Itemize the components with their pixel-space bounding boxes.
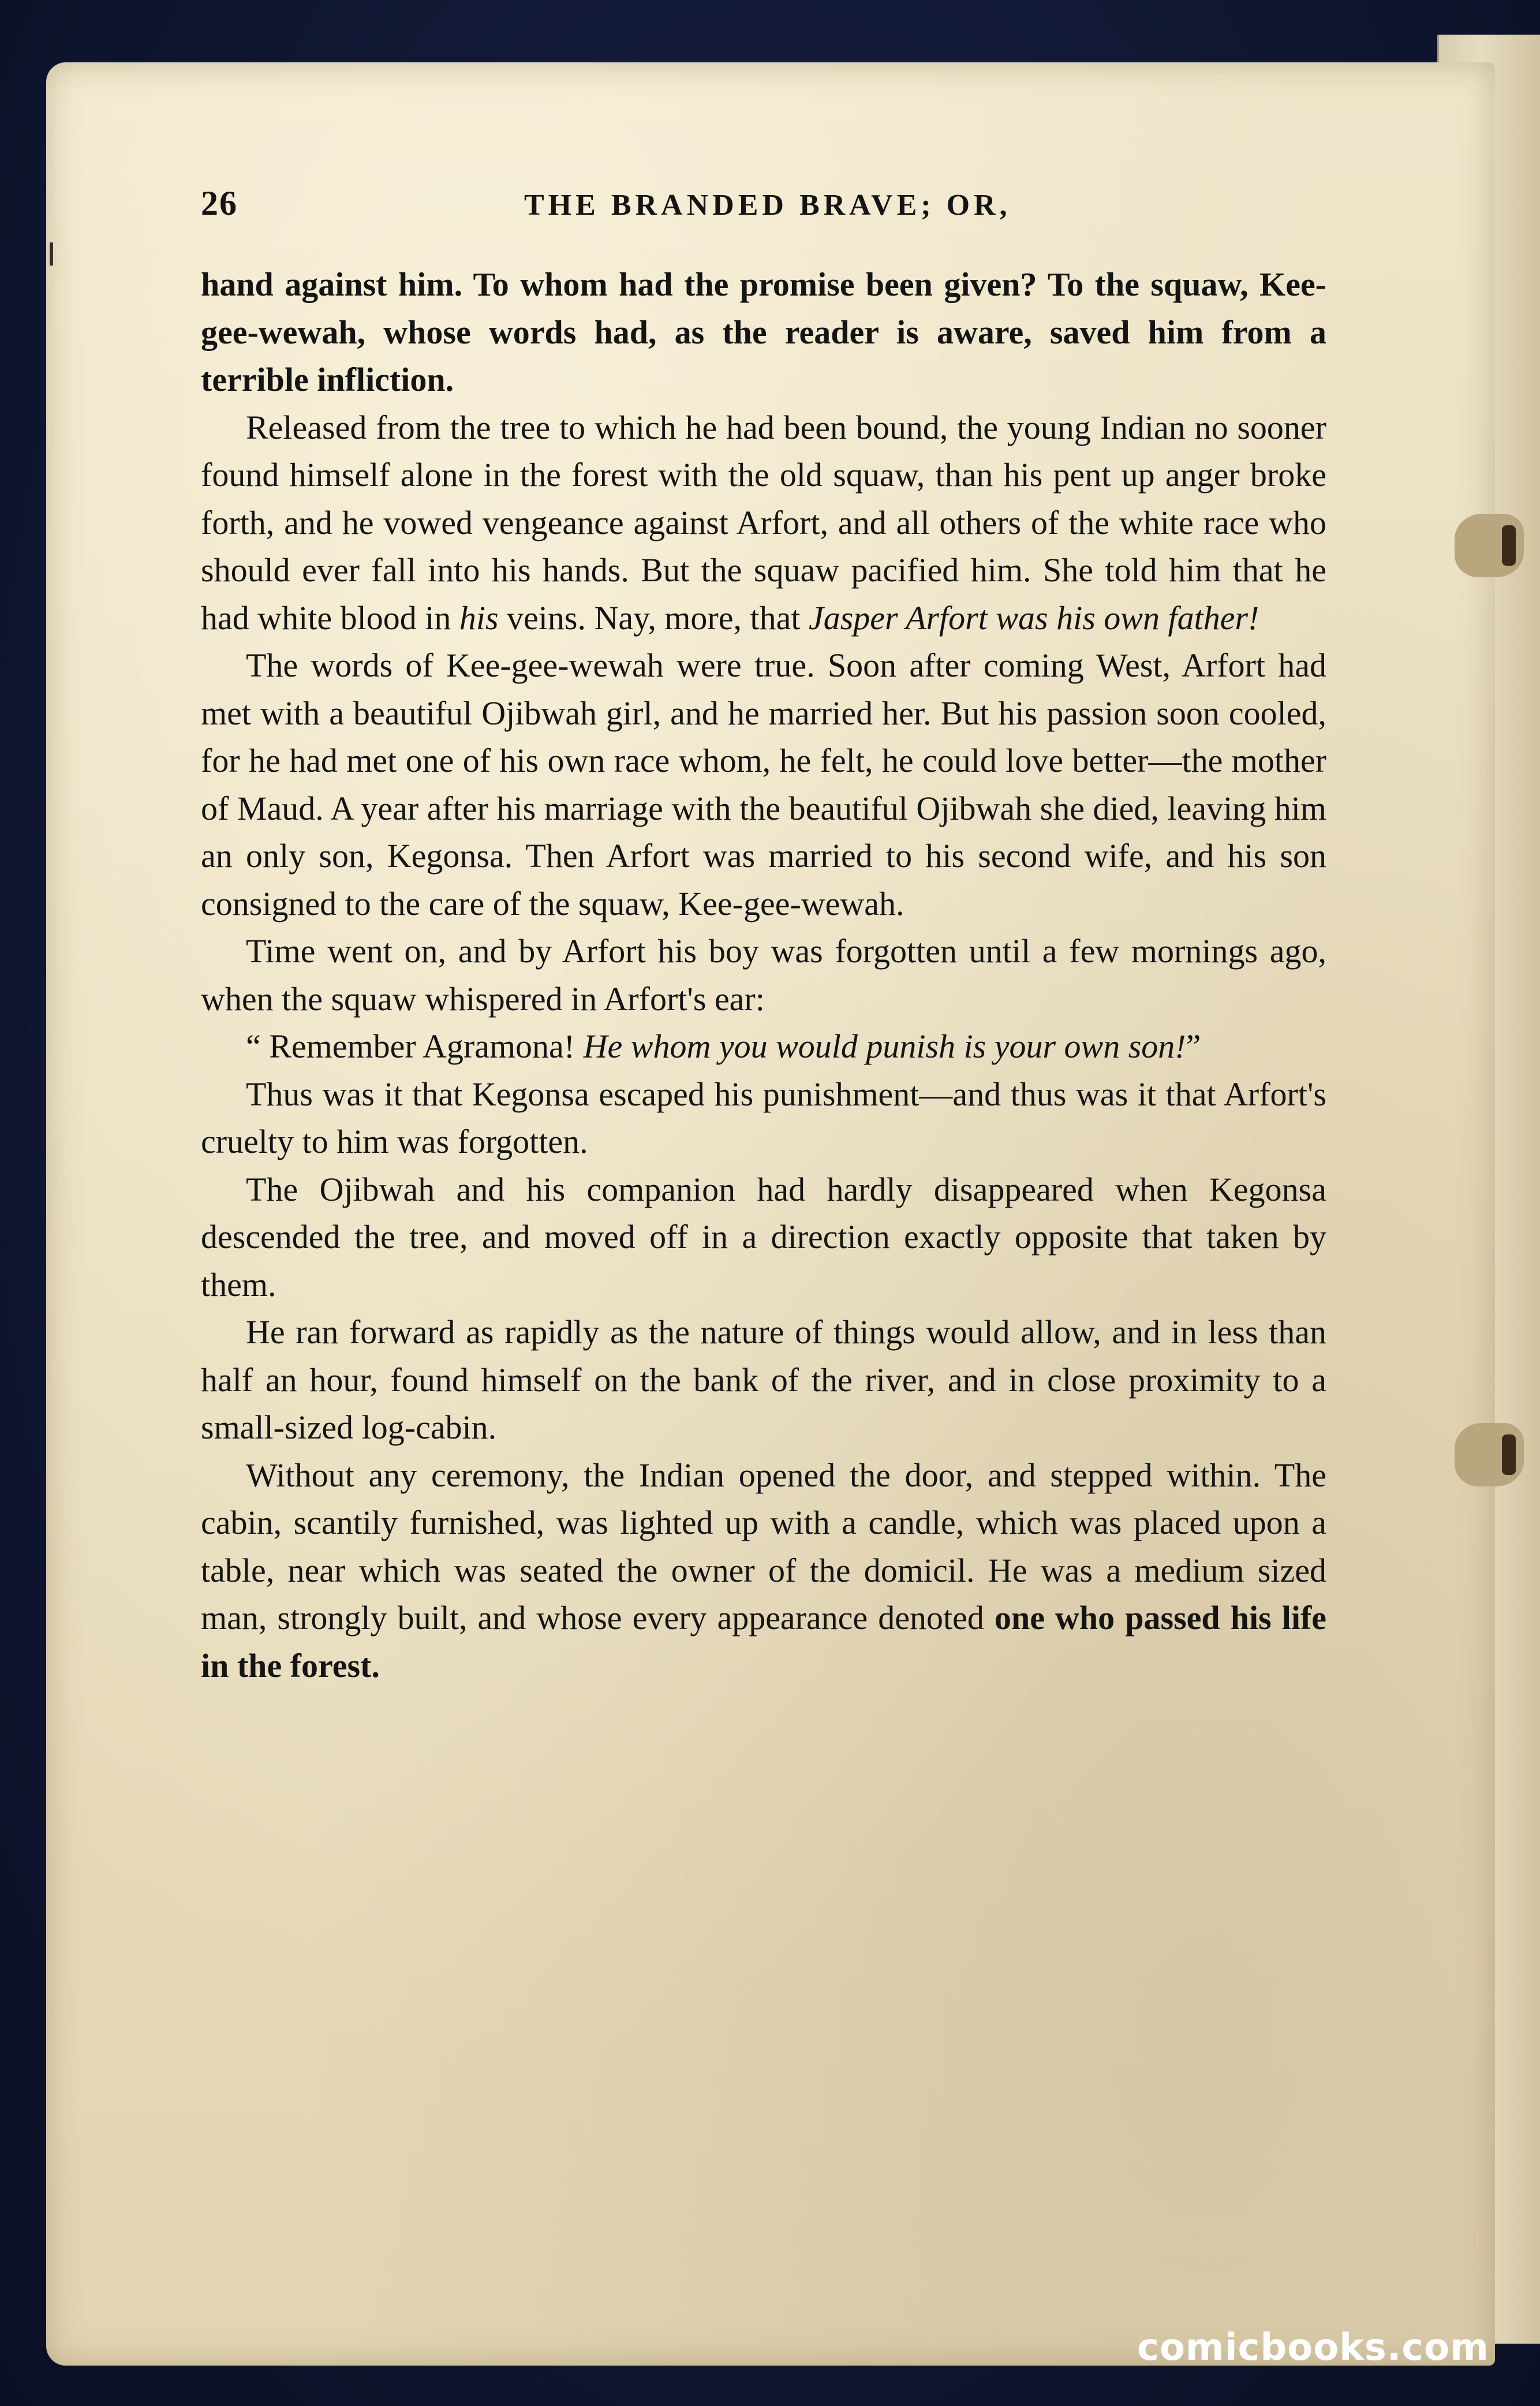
paragraph-3	[201, 642, 1326, 928]
paragraph-2-text-b: veins. Nay, more, that	[498, 599, 809, 637]
running-head: THE BRANDED BRAVE; OR,	[524, 189, 1011, 222]
paragraph-5-quote	[201, 1023, 1326, 1071]
paragraph-6	[201, 1071, 1326, 1166]
paragraph-2-italic-b: Jasper Arfort was his own father!	[808, 599, 1259, 637]
paragraph-9-text: Without any ceremony, the Indian opened the door, and stepped within. The cabin, scantily furnished, was lighted up with a candle, which was placed upon a table, near which was seated the owner of the domicil. He was a medium sized man, strongly built, and whose every appearance denoted	[201, 1456, 1326, 1637]
paragraph-1-text: hand against him. To whom had the promise been given? To the squaw, Kee-gee-wewah, whose words had, as the reader is aware, saved him from a terrible infliction.	[201, 266, 1326, 398]
paragraph-8-text: He ran forward as rapidly as the nature of things would allow, and in less than half an hour, found himself on the bank of the river, and in close proximity to a small-sized log-cabin.	[201, 1313, 1326, 1446]
paragraph-9-last-line: one who passed his life in the forest.	[201, 1599, 1326, 1684]
body-text	[201, 261, 1326, 1690]
paragraph-5-text-b: ”	[1186, 1028, 1201, 1065]
page-number: 26	[201, 184, 238, 222]
paragraph-6-text: Thus was it that Kegonsa escaped his punishment—and thus was it that Arfort's cruelty to him was forgotten.	[201, 1075, 1326, 1160]
paragraph-2	[201, 404, 1326, 642]
paragraph-7-text: The Ojibwah and his companion had hardly disappeared when Kegonsa descended the tree, and moved off in a direction exactly opposite that taken by them.	[201, 1170, 1326, 1303]
paragraph-8	[201, 1309, 1326, 1452]
paragraph-3-text: The words of Kee-gee-wewah were true. Soon after coming West, Arfort had met with a beautiful Ojibwah girl, and he married her. But his passion soon cooled, for he had met one of his own race whom, he felt, he could love better—the mother of Maud. A year after his marriage with the beautiful Ojibwah she died, leaving him an only son, Kegonsa. Then Arfort was married to his second wife, and his son consigned to the care of the squaw, Kee-gee-wewah.	[201, 647, 1326, 922]
paragraph-2-italic-a: his	[459, 599, 499, 637]
paragraph-4-text: Time went on, and by Arfort his boy was forgotten until a few mornings ago, when the squaw whispered in Arfort's ear:	[201, 932, 1326, 1018]
binding-tab-lower	[1455, 1423, 1524, 1486]
binding-tab-upper	[1455, 514, 1524, 577]
watermark: comicbooks.com	[1137, 2326, 1489, 2369]
paragraph-5-italic: He whom you would punish is your own son!	[583, 1028, 1186, 1065]
binding-mark	[50, 242, 53, 266]
paragraph-1	[201, 261, 1326, 404]
paragraph-5-text-a: “ Remember Agramona!	[246, 1028, 584, 1065]
paragraph-9	[201, 1452, 1326, 1690]
paragraph-2-text-a: Released from the tree to which he had been bound, the young Indian no sooner found himself alone in the forest with the old squaw, than his pent up anger broke forth, and he vowed vengeance against Arfort, and all others of the white race who should ever fall into his hands. But the squaw pacified him. She told him that he had white blood in	[201, 408, 1326, 637]
paragraph-7	[201, 1166, 1326, 1309]
paragraph-4	[201, 928, 1326, 1023]
page-header	[201, 184, 1326, 230]
